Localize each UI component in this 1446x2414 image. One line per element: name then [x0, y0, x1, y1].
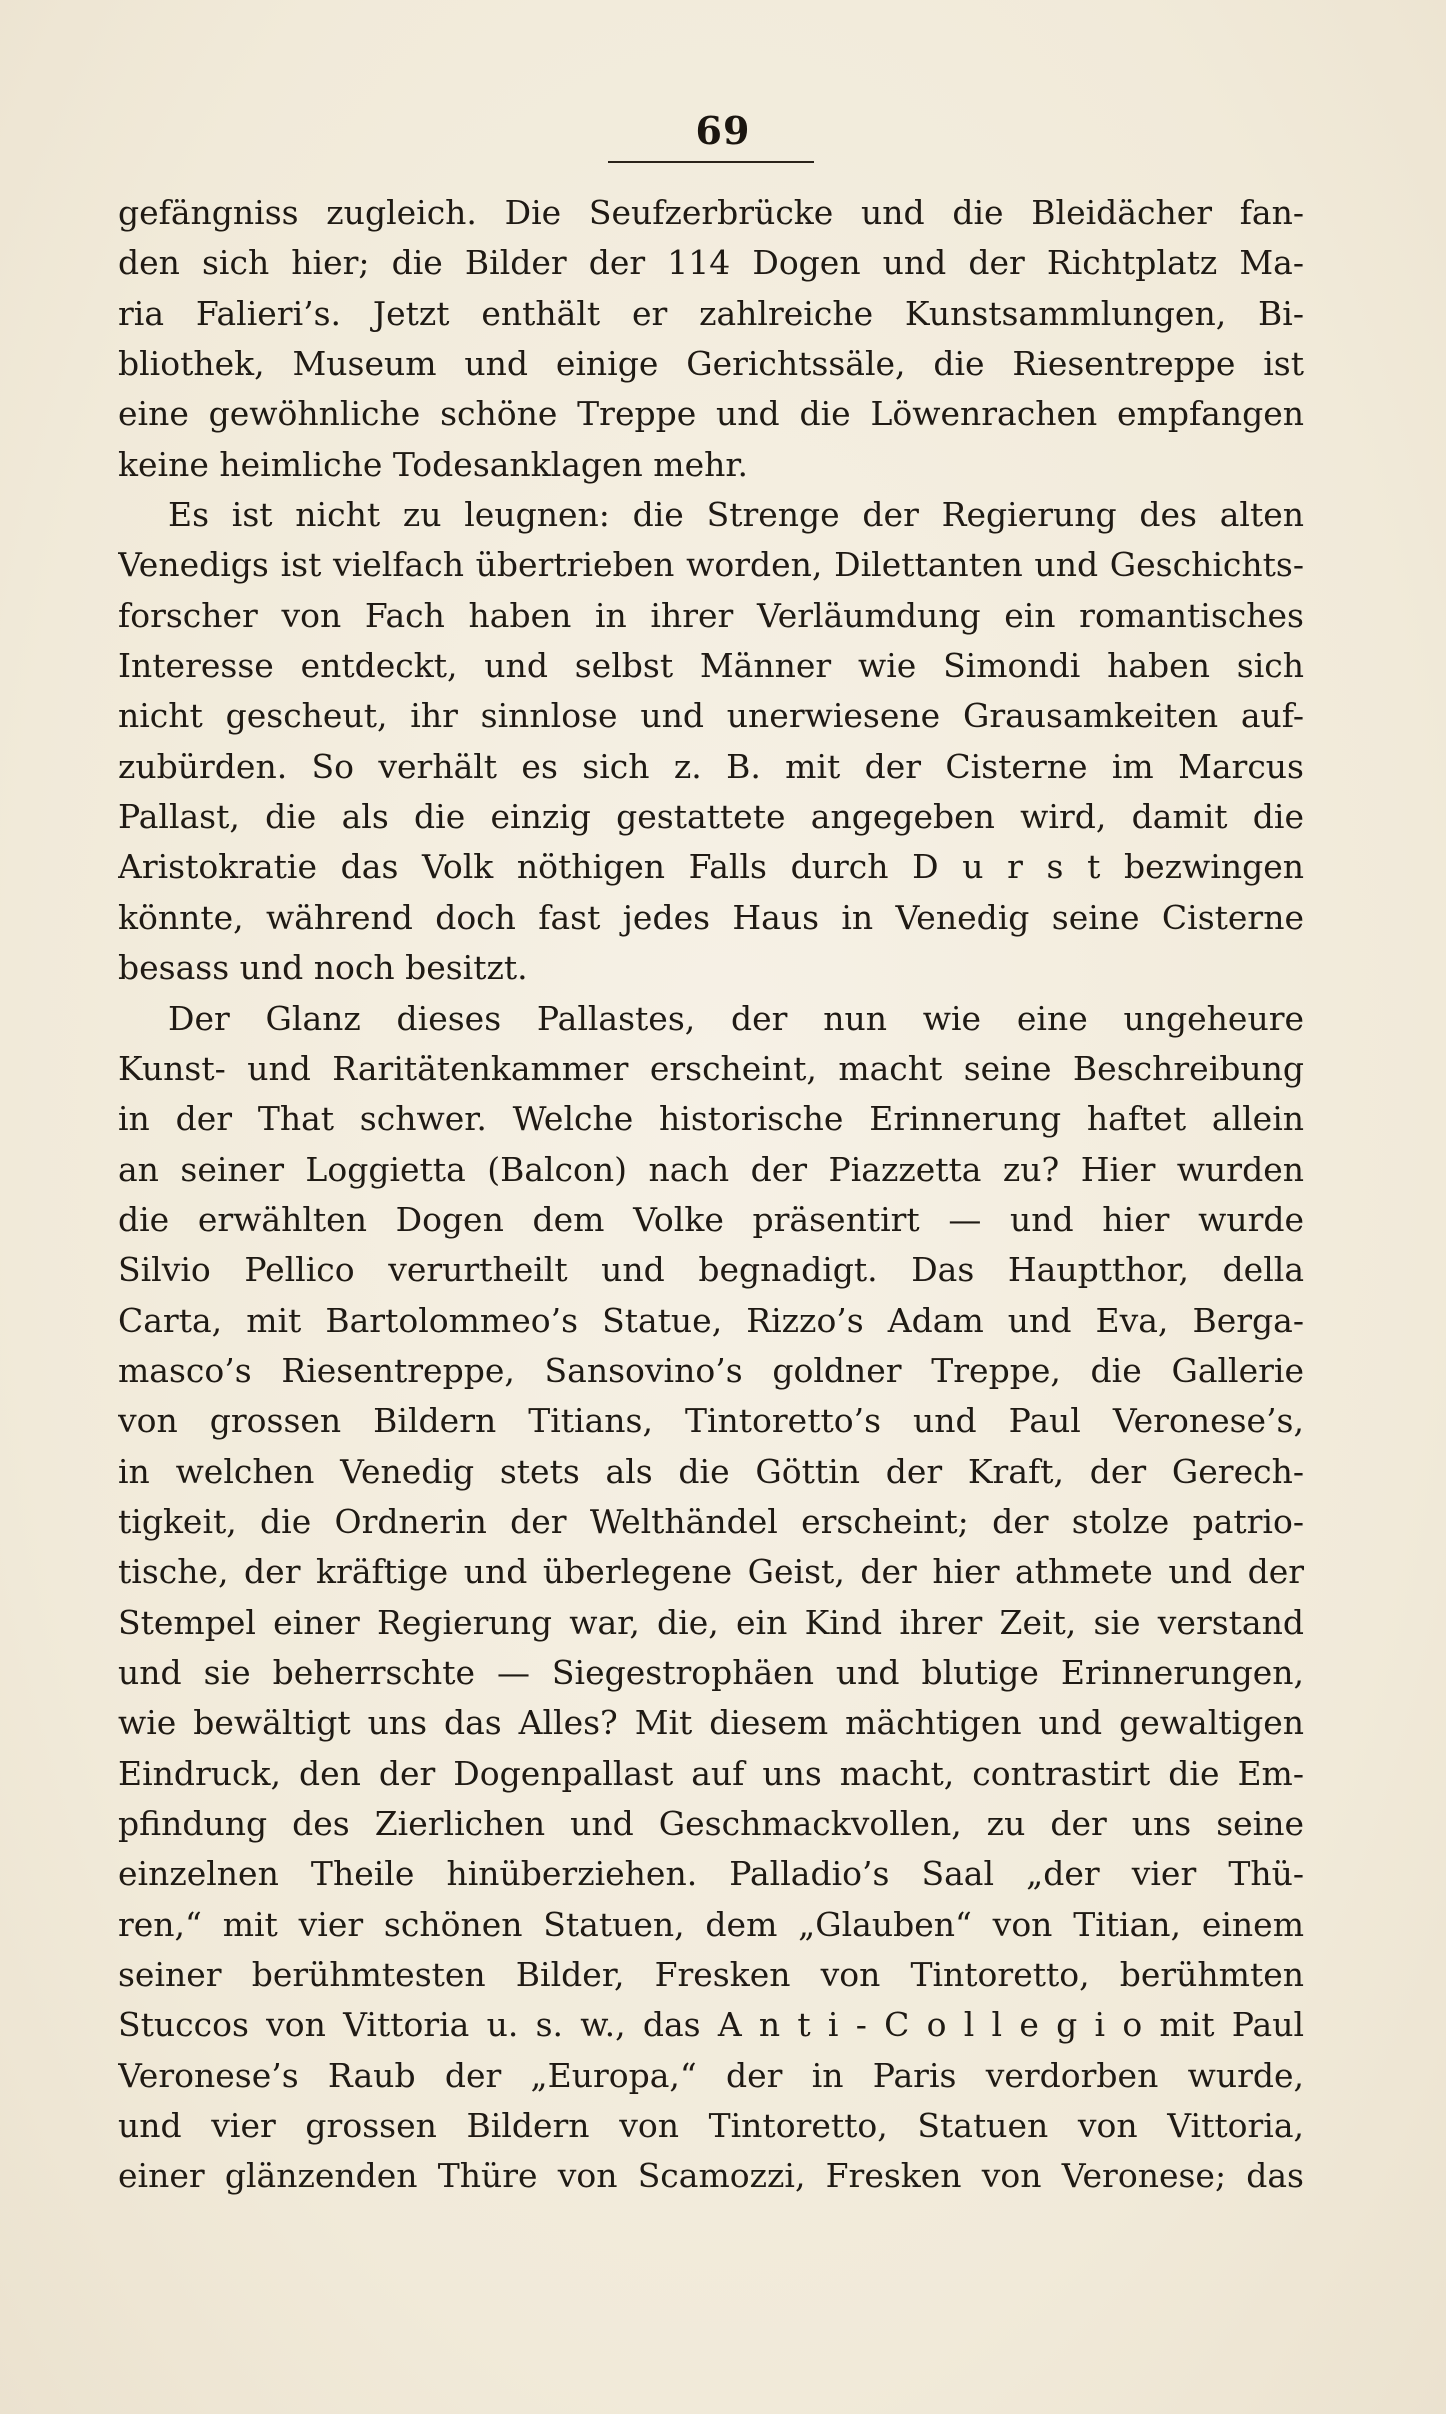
text-line [118, 1547, 1304, 1597]
text-line-content: wie bewältigt uns das Alles? Mit diesem mächtigen und gewaltigen [118, 1703, 1304, 1743]
text-line-content: Interesse entdeckt, und selbst Männer wie Simondi haben sich [118, 646, 1304, 686]
text-line-content: an seiner Loggietta (Balcon) nach der Piazzetta zu? Hier wurden [118, 1149, 1304, 1189]
text-line [118, 2151, 1304, 2201]
text-line [118, 1497, 1304, 1547]
text-line [118, 591, 1304, 641]
text-line [118, 1648, 1304, 1698]
text-line-content: Eindruck, den der Dogenpallast auf uns macht, contrastirt die Em- [118, 1753, 1304, 1793]
text-line-content: und sie beherrschte — Siegestrophäen und blutige Erinnerungen, [118, 1652, 1304, 1692]
text-line-content: besass und noch besitzt. [118, 948, 528, 988]
text-line [118, 943, 1304, 993]
text-line-content: von grossen Bildern Titians, Tintoretto’s und Paul Veronese’s, [118, 1401, 1304, 1441]
text-line [118, 238, 1304, 288]
text-line [118, 440, 1304, 490]
text-line-content: könnte, während doch fast jedes Haus in Venedig seine Cisterne [118, 897, 1304, 937]
text-line [118, 1245, 1304, 1295]
text-line [118, 1396, 1304, 1446]
text-line-content: forscher von Fach haben in ihrer Verläumdung ein romantisches [118, 595, 1304, 635]
text-line-content: Stempel einer Regierung war, die, ein Kind ihrer Zeit, sie verstand [118, 1602, 1304, 1642]
text-line-content: eine gewöhnliche schöne Treppe und die Löwenrachen empfangen [118, 394, 1304, 434]
text-line [118, 1346, 1304, 1396]
body-text [118, 188, 1304, 2202]
page-number-rule [608, 161, 814, 163]
text-line [118, 742, 1304, 792]
text-line-content: Es ist nicht zu leugnen: die Strenge der Regierung des alten [168, 495, 1304, 535]
text-line-content: Venedigs ist vielfach übertrieben worden, Dilettanten und Geschichts- [118, 545, 1304, 585]
text-line [118, 1749, 1304, 1799]
text-line-content: Stuccos von Vittoria u. s. w., das A n t i - C o l l e g i o mit Paul [118, 2005, 1304, 2045]
text-line-content: nicht gescheut, ihr sinnlose und unerwiesene Grausamkeiten auf- [118, 696, 1304, 736]
text-line-content: tische, der kräftige und überlegene Geist, der hier athmete und der [118, 1552, 1304, 1592]
text-line-content: den sich hier; die Bilder der 114 Dogen und der Richtplatz Ma- [118, 243, 1304, 283]
text-line [118, 1447, 1304, 1497]
text-line [118, 1950, 1304, 2000]
text-line [118, 2101, 1304, 2151]
text-line [118, 2051, 1304, 2101]
text-line [118, 1195, 1304, 1245]
text-line-content: Veronese’s Raub der „Europa,“ der in Paris verdorben wurde, [118, 2055, 1304, 2095]
text-line [118, 1799, 1304, 1849]
text-line-content: keine heimliche Todesanklagen mehr. [118, 444, 749, 484]
text-line [118, 389, 1304, 439]
text-line [118, 1849, 1304, 1899]
text-line-content: masco’s Riesentreppe, Sansovino’s goldner Treppe, die Gallerie [118, 1350, 1304, 1390]
text-line [118, 2000, 1304, 2050]
text-line [118, 1094, 1304, 1144]
text-line [118, 490, 1304, 540]
text-line-content: Aristokratie das Volk nöthigen Falls durch D u r s t bezwingen [118, 847, 1304, 887]
text-line [118, 792, 1304, 842]
text-line-content: in der That schwer. Welche historische Erinnerung haftet allein [118, 1099, 1304, 1139]
text-line-content: tigkeit, die Ordnerin der Welthändel erscheint; der stolze patrio- [118, 1501, 1304, 1541]
text-line-content: Pallast, die als die einzig gestattete angegeben wird, damit die [118, 797, 1304, 837]
text-line-content: Der Glanz dieses Pallastes, der nun wie eine ungeheure [168, 998, 1304, 1038]
text-line [118, 994, 1304, 1044]
text-line-content: gefängniss zugleich. Die Seufzerbrücke und die Bleidächer fan- [118, 193, 1304, 232]
text-line [118, 842, 1304, 892]
text-line-content: in welchen Venedig stets als die Göttin der Kraft, der Gerech- [118, 1451, 1304, 1491]
text-line [118, 1598, 1304, 1648]
text-line [118, 1296, 1304, 1346]
text-line-content: seiner berühmtesten Bilder, Fresken von Tintoretto, berühmten [118, 1955, 1304, 1995]
text-line [118, 188, 1304, 238]
text-line-content: ren,“ mit vier schönen Statuen, dem „Glauben“ von Titian, einem [118, 1904, 1304, 1944]
text-line-content: und vier grossen Bildern von Tintoretto, Statuen von Vittoria, [118, 2106, 1304, 2146]
text-line [118, 339, 1304, 389]
text-line-content: einer glänzenden Thüre von Scamozzi, Fresken von Veronese; das [118, 2156, 1304, 2196]
text-line [118, 289, 1304, 339]
text-line [118, 1044, 1304, 1094]
text-line [118, 540, 1304, 590]
text-line [118, 893, 1304, 943]
text-line-content: einzelnen Theile hinüberziehen. Palladio’s Saal „der vier Thü- [118, 1854, 1304, 1894]
text-line [118, 641, 1304, 691]
text-line-content: pfindung des Zierlichen und Geschmackvollen, zu der uns seine [118, 1804, 1304, 1843]
page-number: 69 [695, 108, 751, 153]
text-line-content: bliothek, Museum und einige Gerichtssäle, die Riesentreppe ist [118, 344, 1304, 384]
text-line-content: zubürden. So verhält es sich z. B. mit der Cisterne im Marcus [118, 746, 1304, 786]
text-line-content: Silvio Pellico verurtheilt und begnadigt. Das Hauptthor, della [118, 1250, 1304, 1290]
text-line-content: Carta, mit Bartolommeo’s Statue, Rizzo’s Adam und Eva, Berga- [118, 1300, 1304, 1340]
text-line [118, 1698, 1304, 1748]
text-line [118, 1145, 1304, 1195]
text-line-content: ria Falieri’s. Jetzt enthält er zahlreiche Kunstsammlungen, Bi- [118, 293, 1304, 333]
text-line [118, 691, 1304, 741]
text-line-content: die erwählten Dogen dem Volke präsentirt — und hier wurde [118, 1199, 1304, 1239]
text-line-content: Kunst- und Raritätenkammer erscheint, macht seine Beschreibung [118, 1048, 1304, 1088]
text-line [118, 1900, 1304, 1950]
